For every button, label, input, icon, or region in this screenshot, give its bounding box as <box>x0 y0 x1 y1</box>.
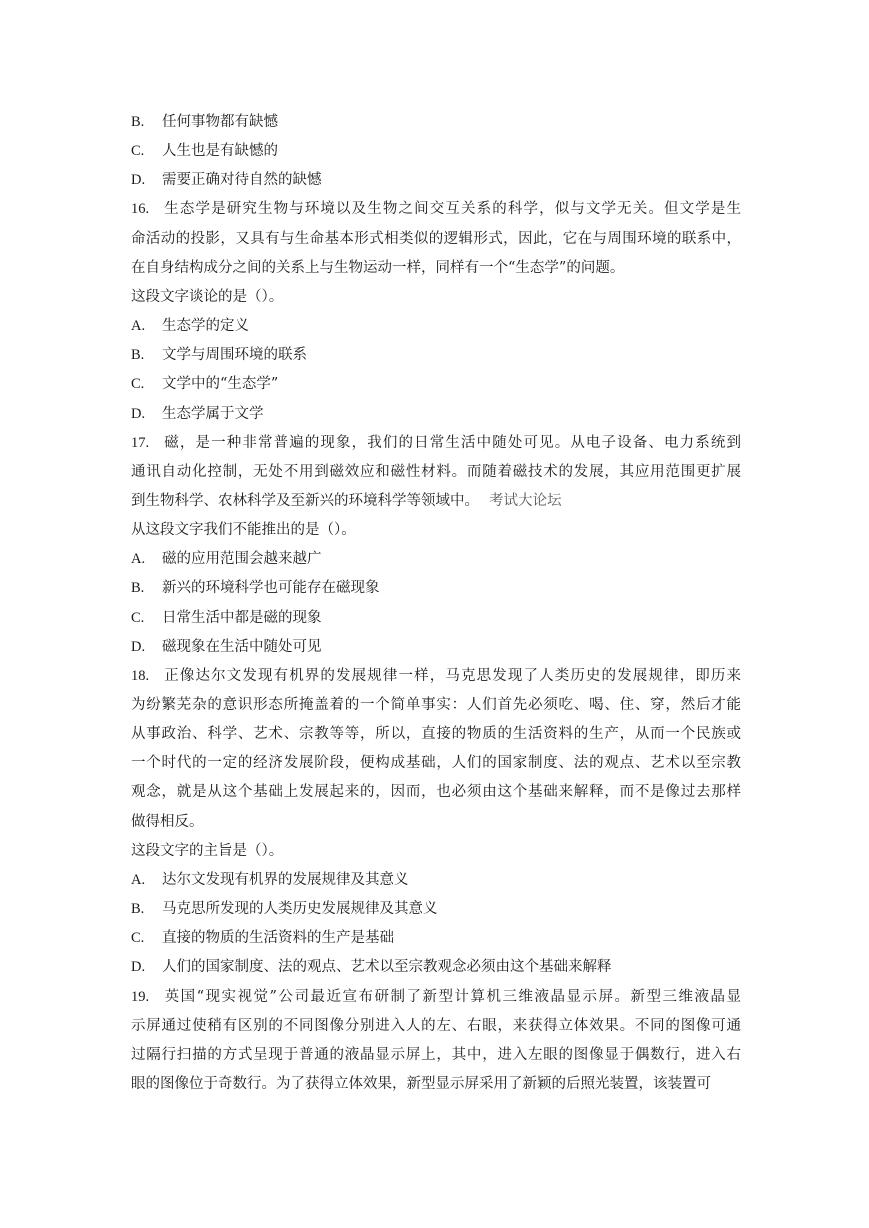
stem-text: 过隔行扫描的方式呈现于普通的液晶显示屏上，其中，进入左眼的图像显于偶数行，进入右 <box>131 1046 741 1063</box>
option-letter: C. <box>131 609 145 626</box>
answer-option <box>131 341 741 370</box>
option-text: 文学与周围环境的联系 <box>162 347 307 364</box>
option-text: 磁的应用范围会越来越广 <box>162 551 322 568</box>
stem-text: 生态学是研究生物与环境以及生物之间交互关系的科学，似与文学无关。但文学是生 <box>163 201 741 218</box>
prompt-text: 从这段文字我们不能推出的是（）。 <box>131 522 356 539</box>
question-stem-line <box>131 429 741 458</box>
option-letter: B. <box>131 114 145 130</box>
question-stem-line <box>131 1070 741 1099</box>
answer-option <box>131 895 741 924</box>
answer-option <box>131 866 741 895</box>
option-letter: C. <box>131 930 145 947</box>
option-letter: B. <box>131 580 145 597</box>
answer-option <box>131 166 741 195</box>
option-letter: B. <box>131 901 145 917</box>
option-text: 任何事物都有缺憾 <box>162 114 278 130</box>
answer-option <box>131 108 741 137</box>
question-stem-line <box>131 983 741 1012</box>
stem-text: 磁，是一种非常普遍的现象，我们的日常生活中随处可见。从电子设备、电力系统到 <box>163 434 741 451</box>
question-prompt <box>131 837 741 866</box>
stem-text: 一个时代的一定的经济发展阶段，便构成基础，人们的国家制度、法的观点、艺术以至宗教 <box>131 755 741 772</box>
question-stem-line <box>131 808 741 837</box>
option-text: 人们的国家制度、法的观点、艺术以至宗教观念必须由这个基础来解释 <box>162 959 612 976</box>
question-stem-line <box>131 778 741 807</box>
option-text: 人生也是有缺憾的 <box>162 143 278 160</box>
answer-option <box>131 545 741 574</box>
answer-option <box>131 574 741 603</box>
option-text: 直接的物质的生活资料的生产是基础 <box>162 930 394 947</box>
answer-option <box>131 400 741 429</box>
option-letter: A. <box>131 551 146 568</box>
answer-option <box>131 370 741 399</box>
option-text: 生态学的定义 <box>162 318 249 334</box>
question-stem-line <box>131 691 741 720</box>
question-number: 19. <box>131 988 150 1005</box>
stem-text: 从事政治、科学、艺术、宗教等等，所以，直接的物质的生活资料的生产，从而一个民族或 <box>131 726 741 743</box>
stem-text: 到生物科学、农林科学及至新兴的环境科学等领域中。 <box>131 492 479 509</box>
stem-text: 做得相反。 <box>131 813 204 830</box>
watermark-note: 考试大论坛 <box>489 492 562 509</box>
stem-text: 观念，就是从这个基础上发展起来的，因而，也必须由这个基础来解释，而不是像过去那样 <box>131 784 741 801</box>
answer-option <box>131 137 741 166</box>
question-prompt <box>131 283 741 312</box>
option-letter: D. <box>131 172 146 189</box>
option-letter: D. <box>131 405 146 422</box>
question-stem-line <box>131 1041 741 1070</box>
stem-text: 通讯自动化控制，无处不用到磁效应和磁性材料。而随着磁技术的发展，其应用范围更扩展 <box>131 463 741 480</box>
option-text: 达尔文发现有机界的发展规律及其意义 <box>162 871 409 888</box>
option-letter: C. <box>131 376 145 393</box>
answer-option <box>131 312 741 341</box>
option-letter: D. <box>131 638 146 655</box>
option-text: 新兴的环境科学也可能存在磁现象 <box>162 580 380 597</box>
stem-text: 眼的图像位于奇数行。为了获得立体效果，新型显示屏采用了新颖的后照光装置，该装置可 <box>131 1075 711 1092</box>
question-stem-line <box>131 458 741 487</box>
question-stem-line <box>131 487 741 516</box>
question-prompt <box>131 516 741 545</box>
option-text: 日常生活中都是磁的现象 <box>162 609 322 626</box>
question-number: 17. <box>131 434 150 451</box>
option-text: 磁现象在生活中随处可见 <box>162 638 322 655</box>
question-stem-line <box>131 225 741 254</box>
prompt-text: 这段文字的主旨是（）。 <box>131 842 284 859</box>
answer-option <box>131 633 741 662</box>
option-letter: A. <box>131 871 146 888</box>
option-letter: A. <box>131 318 146 334</box>
question-number: 16. <box>131 201 150 218</box>
option-text: 马克思所发现的人类历史发展规律及其意义 <box>162 901 438 917</box>
option-letter: C. <box>131 143 145 160</box>
option-text: 需要正确对待自然的缺憾 <box>162 172 322 189</box>
option-letter: D. <box>131 959 146 976</box>
answer-option <box>131 604 741 633</box>
question-stem-line <box>131 195 741 224</box>
question-stem-line <box>131 662 741 691</box>
question-number: 18. <box>131 667 150 684</box>
answer-option <box>131 924 741 953</box>
stem-text: 为纷繁芜杂的意识形态所掩盖着的一个简单事实：人们首先必须吃、喝、住、穿，然后才能 <box>131 697 741 713</box>
prompt-text: 这段文字谈论的是（）。 <box>131 288 284 305</box>
question-stem-line <box>131 749 741 778</box>
stem-text: 英国“现实视觉”公司最近宣布研制了新型计算机三维液晶显示屏。新型三维液晶显 <box>163 988 741 1005</box>
option-letter: B. <box>131 347 145 364</box>
stem-text: 在自身结构成分之间的关系上与生物运动一样，同样有一个“生态学”的问题。 <box>131 259 625 276</box>
question-stem-line <box>131 1012 741 1041</box>
stem-text: 示屏通过使稍有区别的不同图像分别进入人的左、右眼，来获得立体效果。不同的图像可通 <box>131 1017 741 1034</box>
option-text: 生态学属于文学 <box>162 405 264 422</box>
option-text: 文学中的“生态学” <box>162 376 279 393</box>
stem-text: 命活动的投影，又具有与生命基本形式相类似的逻辑形式，因此，它在与周围环境的联系中， <box>131 230 741 247</box>
question-stem-line <box>131 720 741 749</box>
answer-option <box>131 953 741 982</box>
stem-text: 正像达尔文发现有机界的发展规律一样，马克思发现了人类历史的发展规律，即历来 <box>163 667 741 684</box>
question-stem-line <box>131 254 741 283</box>
